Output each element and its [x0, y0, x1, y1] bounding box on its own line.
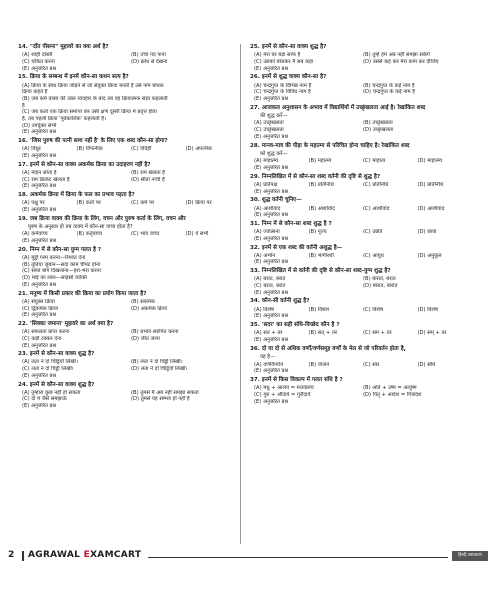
answer-option: (D) क्रोध से देखना: [131, 58, 168, 65]
question-number: 28.: [250, 142, 260, 149]
question-stem: इनमें से एक शब्द की वर्तनी अशुद्ध है—: [261, 244, 343, 251]
question-text: [250, 221, 468, 228]
question-stem: इनमें से शुद्ध वाक्य कौन-सा है?: [261, 74, 327, 81]
answer-option: (E) अनुत्तरित प्रश्न: [254, 188, 289, 195]
answer-option: (D) ये सभी: [185, 231, 209, 238]
answer-option: (A) मुट्ठी गरम करना—रिश्वत देना: [22, 255, 86, 262]
answer-option: (B) कर्तृवाच्य: [76, 231, 102, 238]
question-block: [18, 291, 236, 319]
answer-option: (B) भागीरथी: [308, 252, 334, 259]
options-list: [22, 359, 236, 379]
answer-option: (C) माहात्य: [363, 158, 386, 165]
question-block: [250, 105, 468, 141]
answer-option: (E) अनुत्तरित प्रश्न: [22, 206, 57, 213]
answer-option: (B) प्रभाव स्थापित करना: [131, 329, 179, 336]
answer-option: (C) कड़ी टक्कर देना: [22, 335, 62, 342]
answer-option: (B) चन्द्रगुप्त के कई नाम हैं: [363, 82, 415, 89]
answer-option: (D) उपर्युक्त सभी: [22, 122, 57, 129]
question-number: 15.: [18, 74, 28, 81]
answer-option: (E) अनुत्तरित प्रश्न: [254, 95, 289, 102]
answer-option: (E) अनुत्तरित प्रश्न: [22, 153, 57, 160]
question-text: [250, 74, 468, 81]
question-block: [18, 321, 236, 349]
answer-option: (D) प्रतिनिधि: [417, 181, 444, 188]
question-number: 19.: [18, 215, 28, 222]
answer-option: (D) विशेष: [417, 306, 438, 313]
question-number: 18.: [18, 192, 28, 199]
question-number: 24.: [18, 381, 28, 388]
question-continuation: की शुद्ध करें—: [260, 112, 288, 119]
question-number: 25.: [250, 44, 260, 50]
answer-option: (A) कर्मवाच्य: [22, 231, 48, 238]
answer-option: (A) मधु + आलय = मधवालय: [254, 385, 314, 392]
options-list: [22, 255, 236, 289]
answer-option: है, तब पहली क्रिया 'पूर्वकालिक' कहलाती है।: [22, 116, 106, 123]
question-block: [18, 216, 236, 245]
answer-option: (C) प्रतिनिधि: [363, 181, 389, 188]
options-list: [254, 158, 468, 171]
options-list: [254, 229, 468, 242]
question-text: [250, 143, 468, 150]
answer-option: (A) प्रतिपक्ष: [254, 181, 278, 188]
options-list: [254, 182, 468, 195]
question-text: [250, 44, 468, 51]
question-text: [18, 247, 236, 254]
page-number: 2: [8, 550, 15, 560]
options-list: [254, 330, 468, 343]
question-text: [250, 197, 468, 204]
brand-logo: [28, 550, 141, 560]
question-stem: क्रिया के सम्बन्ध में इनमें कौन-सा कथन सत्य है?: [29, 74, 129, 81]
answer-option: (A) अभीन: [254, 252, 276, 259]
question-text: [18, 382, 236, 389]
brand-text-accent: E: [83, 550, 91, 560]
answer-option: (B) लता ने दो चिट्ठी लिखी।: [131, 359, 183, 366]
question-stem: मानव-मात्र की पीड़ा के महात्म्य से परिचित होना चाहिए है। रेखांकित शब्द: [261, 142, 410, 149]
options-list: [254, 253, 468, 266]
question-number: 30.: [250, 197, 260, 204]
answer-option: (A) उच्छृंखलता: [254, 120, 284, 127]
question-number: 33.: [250, 268, 260, 275]
question-number: 37.: [250, 376, 260, 383]
answer-option: क्रिया कहते हैं: [22, 89, 48, 96]
answer-option: (C) विशेष: [363, 306, 384, 313]
page-footer: [0, 548, 496, 566]
question-stem: निम्नलिखित में से वर्तनी की दृष्टि से कौन-सा शब्द-युग्म शुद्ध है?: [261, 268, 391, 275]
options-list: [254, 385, 468, 405]
options-list: [22, 170, 236, 190]
options-list: [254, 120, 468, 140]
answer-option: (D) जीत जाना: [131, 335, 160, 342]
question-stem: निम्नलिखित में से कौन-सा शब्द वर्तनी की दृष्टि से शुद्ध है?: [261, 173, 381, 180]
question-number: 17.: [18, 161, 28, 168]
question-number: 21.: [18, 290, 28, 297]
answer-option: (C) उच्छृंखलता: [254, 127, 284, 134]
question-block: [18, 138, 236, 160]
subject-badge: हिन्दी व्याकरण: [452, 551, 488, 561]
question-continuation: पुरुष के अनुसार हो तब वाक्य में कौन-सा वाच्य होता है?: [28, 223, 133, 230]
answer-option: (E) अनुत्तरित प्रश्न: [22, 238, 57, 245]
question-block: [250, 377, 468, 405]
answer-option: (B) तुमसे मैं अब नहीं समझा सकता: [131, 389, 199, 396]
answer-option: (E) अनुत्तरित प्रश्न: [254, 133, 289, 140]
options-list: [22, 146, 236, 159]
answer-option: (B) सकर्मक: [131, 298, 155, 305]
answer-option: (D) तुमसे यह सम्भव हो नहीं है: [131, 396, 190, 403]
answer-option: (C) राम क्रिकेट खेलता है: [22, 176, 70, 183]
question-stem: शुद्ध वर्तनी चुनिए—: [261, 197, 302, 204]
answer-option: (D) संधि: [417, 361, 436, 368]
answer-option: (D) माई का लाल—साहसी व्यक्ति: [22, 275, 87, 282]
question-stem: इनमें से किस विकल्प में गलत संधि है ?: [261, 376, 343, 383]
question-number: 23.: [18, 351, 28, 358]
question-text: [18, 74, 236, 81]
answer-option: (E) अनुत्तरित प्रश्न: [22, 342, 57, 349]
answer-option: है: [22, 102, 25, 109]
question-continuation: को शुद्ध करें—: [260, 150, 288, 157]
question-number: 36.: [250, 345, 260, 352]
question-block: [18, 44, 236, 72]
options-list: [254, 276, 468, 296]
answer-option: (E) अनुत्तरित प्रश्न: [22, 312, 57, 319]
answer-option: (B) विपत्नीक: [76, 146, 103, 153]
question-block: [18, 351, 236, 379]
question-text: [250, 298, 468, 305]
options-list: [254, 362, 468, 375]
answer-option: (C) जब कर्ता एक क्रिया समाप्त कर उसी क्षण दूसरी क्रिया में प्रवृत्त होता: [22, 109, 157, 116]
answer-option: (E) अनुत्तरित प्रश्न: [254, 289, 289, 296]
column-divider: [240, 44, 241, 544]
question-text: [250, 346, 468, 353]
answer-option: (E) अनुत्तरित प्रश्न: [254, 65, 289, 72]
question-block: [250, 197, 468, 219]
question-stem: निम्न में से कौन-सा शब्द शुद्ध है ?: [261, 220, 332, 227]
question-stem: मनुष्य में किसी प्रकार की क्रिया का प्रयोग किया जाता है?: [29, 290, 147, 297]
question-block: [250, 322, 468, 344]
question-text: [250, 105, 468, 112]
answer-option: (C) बरात, बरात: [254, 283, 286, 290]
answer-option: (A) क्रिया के साथ क्रिया जोड़ने से जो संयुक्त क्रिया बनती है उसे नाम बोधक: [22, 82, 164, 89]
answer-option: (E) अनुत्तरित प्रश्न: [22, 372, 57, 379]
left-column: [18, 44, 236, 412]
answer-option: (C) चकित करना: [22, 58, 55, 65]
answer-option: (E) अनुत्तरित प्रश्न: [254, 368, 289, 375]
question-stem: कौन-सी वर्तनी शुद्ध है?: [261, 298, 310, 305]
question-text: [18, 192, 236, 199]
answer-option: (C) विदेही: [131, 146, 152, 153]
question-block: [250, 74, 468, 102]
options-list: [22, 299, 236, 319]
question-stem: आजकल अनुशासन के अभाव में विद्यार्थियों में उच्छृंखलता आई है। रेखांकित शब्द: [261, 104, 426, 111]
answer-option: (B) महात्म्य: [308, 158, 332, 165]
question-text: [18, 44, 236, 51]
question-number: 32.: [250, 244, 260, 251]
answer-option: (B) विशेश: [308, 306, 330, 313]
answer-option: (C) चन्द्रगुप्त के विविध नाम हैं: [254, 89, 311, 96]
question-stem: जब क्रिया वाक्य की क्रिया के लिंग, वचन और पुरुष कर्ता के लिंग, वचन और: [29, 215, 186, 222]
answer-option: (E) अनुत्तरित प्रश्न: [22, 129, 57, 136]
answer-option: (D) लता ने दो चिट्ठियाँ लिखीं।: [131, 366, 188, 373]
answer-option: (B) तूतिया जुबान—सदा काम चौपट होना: [22, 261, 101, 268]
answer-option: (C) आयुध: [363, 252, 384, 259]
options-list: [254, 206, 468, 219]
question-number: 14.: [18, 44, 28, 50]
question-stem: दो या दो से अधिक वर्णों/वर्णसमूह वर्णों के मेल से जो परिवर्तन होता है,: [261, 345, 406, 352]
answer-option: (C) आशीर्वाद: [363, 205, 390, 212]
answer-option: (B) प्रतिनिधि: [308, 181, 334, 188]
answer-option: (B) अति + उष्म = अत्युष्म: [363, 385, 417, 392]
answer-option: (E) अनुत्तरित प्रश्न: [254, 212, 289, 219]
answer-option: (E) अनुत्तरित प्रश्न: [22, 403, 57, 410]
right-column: [250, 44, 468, 407]
answer-option: (B) राम खेलता है: [131, 169, 165, 176]
question-number: 20.: [18, 246, 28, 253]
answer-option: (A) सत + तर: [254, 330, 283, 337]
answer-option: (A) पक्षु पर: [22, 200, 45, 207]
answer-option: (A) मोहन सोता है: [22, 169, 57, 176]
question-number: 16.: [18, 138, 28, 145]
question-stem: 'सिक्का जमाना' मुहावरे का अर्थ क्या है?: [29, 320, 114, 327]
answer-option: (E) अनुत्तरित प्रश्न: [254, 313, 289, 320]
question-number: 26.: [250, 74, 260, 81]
options-list: [22, 231, 236, 244]
question-number: 31.: [250, 220, 260, 227]
answer-option: (D) माहात्म्य: [417, 158, 442, 165]
brand-text-left: AGRAWAL: [28, 550, 84, 560]
answer-option: (B) तुम्हें हम अब नहीं समझा सकेंगे: [363, 52, 430, 59]
answer-option: (A) चन्द्रगुप्त के विभिन्न नाम हैं: [254, 82, 312, 89]
answer-option: (A) वर्णविपर्यय: [254, 361, 284, 368]
answer-option: (B) जब कर्म वाक्य की उक्त व्यवहार के बाद तब वह क्रियात्मक संज्ञा कहलाती: [22, 95, 168, 102]
question-block: [250, 174, 468, 196]
answer-option: (A) लता ने दो चिट्ठियाँ लिखी।: [22, 359, 78, 366]
answer-option: (B) व्यंजन: [308, 361, 330, 368]
question-block: [250, 143, 468, 172]
answer-option: (D) अकर्मक क्रिया: [131, 305, 168, 312]
answer-option: (C) द्विकर्मक क्रिया: [22, 305, 59, 312]
answer-option: (D) अपत्नीक: [185, 146, 212, 153]
question-block: [250, 221, 468, 243]
footer-rule: [148, 557, 448, 558]
question-block: [18, 162, 236, 190]
question-stem: निम्न में से कौन-सा युग्म गलत है ?: [29, 246, 102, 253]
answer-option: (A) बरात, बरात: [254, 276, 286, 283]
answer-option: (B) सत् + तर: [308, 330, 337, 337]
answer-option: (A) आशीर्वाद: [254, 205, 281, 212]
answer-option: (B) कर्ता पर: [76, 200, 101, 207]
question-block: [250, 268, 468, 296]
question-stem: 'सदर' का सही संधि-विच्छेद कौन है ?: [261, 322, 340, 329]
question-block: [250, 346, 468, 375]
answer-option: (E) अनुत्तरित प्रश्न: [22, 183, 57, 190]
answer-option: (B) आशीर्वाद: [308, 205, 335, 212]
options-list: [22, 200, 236, 213]
answer-option: (D) उच्छृंखलता: [363, 127, 394, 134]
answer-option: (E) अनुत्तरित प्रश्न: [254, 165, 289, 172]
options-list: [254, 307, 468, 320]
answer-option: (E) अनुत्तरित प्रश्न: [254, 235, 289, 242]
answer-option: (A) शाही दोस्ती: [22, 52, 53, 59]
answer-option: (D) क्रिया पर: [185, 200, 212, 207]
question-text: [250, 322, 468, 329]
answer-option: (A) सफलता प्राप्त करना: [22, 329, 70, 336]
answer-option: (A) विधुर: [22, 146, 41, 153]
question-stem: अकर्मक क्रिया में क्रिया के फल का प्रभाव पड़ता है?: [29, 192, 135, 199]
answer-option: (C) गुरु + औदार्य = गुरौदार्य: [254, 391, 311, 398]
answer-option: (D) उससे कह कर मेरा काम कर दीजिए: [363, 58, 439, 65]
answer-option: (D) सीता नाची है: [131, 176, 165, 183]
answer-option: (A) माहात्म्य: [254, 158, 279, 165]
answer-option: (D) छाया: [417, 229, 437, 236]
answer-option: (C) स्वर: [363, 361, 380, 368]
answer-option: (E) अनुत्तरित प्रश्न: [22, 281, 57, 288]
question-stem: इनमें से कौन-सा वाक्य अकर्मक क्रिया का उदाहरण नहीं है?: [29, 161, 151, 168]
answer-option: (A) संयुक्त क्रिया: [22, 298, 55, 305]
question-text: [18, 321, 236, 328]
answer-option: (A) तुम्हारा कुछ नहीं हो सकता: [22, 389, 81, 396]
answer-option: (B) उच्छृंखलता: [363, 120, 393, 127]
footer-separator: [22, 551, 24, 561]
question-text: [18, 291, 236, 298]
question-block: [250, 245, 468, 267]
question-block: [18, 192, 236, 214]
question-text: [18, 351, 236, 358]
answer-option: (E) अनुत्तरित प्रश्न: [254, 398, 289, 405]
answer-option: (C) लता ने दो चिट्ठी लिखीं।: [22, 366, 74, 373]
answer-option: (E) अनुत्तरित प्रश्न: [22, 65, 57, 72]
answer-option: (D) आशीवाद: [417, 205, 445, 212]
answer-option: (C) उसको बोलकर मैं सब कहा: [254, 58, 314, 65]
question-text: [18, 162, 236, 169]
answer-option: (A) मेरा घर बड़ा साफ है: [254, 52, 301, 59]
answer-option: (D) सम् + तर: [417, 330, 447, 337]
question-number: 34.: [250, 298, 260, 305]
answer-option: (C) सब्ज बाग दिखलाना—हरा-भरा करना: [22, 268, 101, 275]
answer-option: (D) बारात, बारात: [363, 283, 398, 290]
answer-option: (A) ज्योत्सना: [254, 229, 280, 236]
answer-option: (C) सम + तर: [363, 330, 392, 337]
answer-option: (C) दो में जैसे समझाऊँ: [22, 396, 67, 403]
options-list: [22, 52, 236, 72]
question-number: 22.: [18, 320, 28, 327]
question-continuation: वह है—: [260, 353, 276, 360]
question-text: [250, 245, 468, 252]
options-list: [254, 83, 468, 103]
question-block: [18, 74, 236, 136]
question-stem: "दाँत पीसना" मुहावरे का क्या अर्थ है?: [29, 44, 109, 50]
options-list: [22, 329, 236, 349]
options-list: [254, 52, 468, 72]
question-text: [18, 216, 236, 223]
question-stem: इनमें से कौन-सा वाक्य शुद्ध है?: [261, 44, 327, 50]
question-number: 27.: [250, 104, 260, 111]
answer-option: (E) अनुत्तरित प्रश्न: [254, 337, 289, 343]
answer-option: (D) चन्द्रगुप्त के कई नाम हैं: [363, 89, 416, 96]
answer-option: (B) उच्च पद पाना: [131, 52, 166, 59]
question-stem: 'जिस पुरुष की पत्नी साथ नहीं है' के लिए एक शब्द कौन-सा होगा?: [29, 138, 168, 145]
answer-option: (C) भाव वाच्य: [131, 231, 160, 238]
question-text: [250, 268, 468, 275]
question-stem: इनमें से कौन-सा वाक्य शुद्ध है?: [29, 351, 95, 358]
question-block: [250, 298, 468, 320]
answer-option: (D) पितृ + आदेश = पित्रादेश: [363, 391, 422, 398]
question-stem: इनमें से कौन-सा वाक्य शुद्ध है?: [29, 381, 95, 388]
answer-option: (E) अनुत्तरित प्रश्न: [254, 259, 289, 266]
options-list: [22, 83, 236, 137]
brand-text-right: XAMCART: [90, 550, 142, 560]
question-block: [18, 247, 236, 289]
answer-option: (C) उन्नति: [363, 229, 383, 236]
question-block: [250, 44, 468, 72]
answer-option: (B) बारात, बरात: [363, 276, 396, 283]
question-text: [250, 174, 468, 181]
question-text: [18, 138, 236, 145]
answer-option: (C) कर्म पर: [131, 200, 155, 207]
answer-option: (B) पूज्य: [308, 229, 327, 236]
answer-option: (A) विशेष: [254, 306, 274, 313]
question-block: [18, 382, 236, 410]
options-list: [22, 390, 236, 410]
question-text: [250, 377, 468, 384]
question-number: 29.: [250, 173, 260, 180]
answer-option: (D) अनुकूल: [417, 252, 442, 259]
question-number: 35.: [250, 322, 260, 329]
